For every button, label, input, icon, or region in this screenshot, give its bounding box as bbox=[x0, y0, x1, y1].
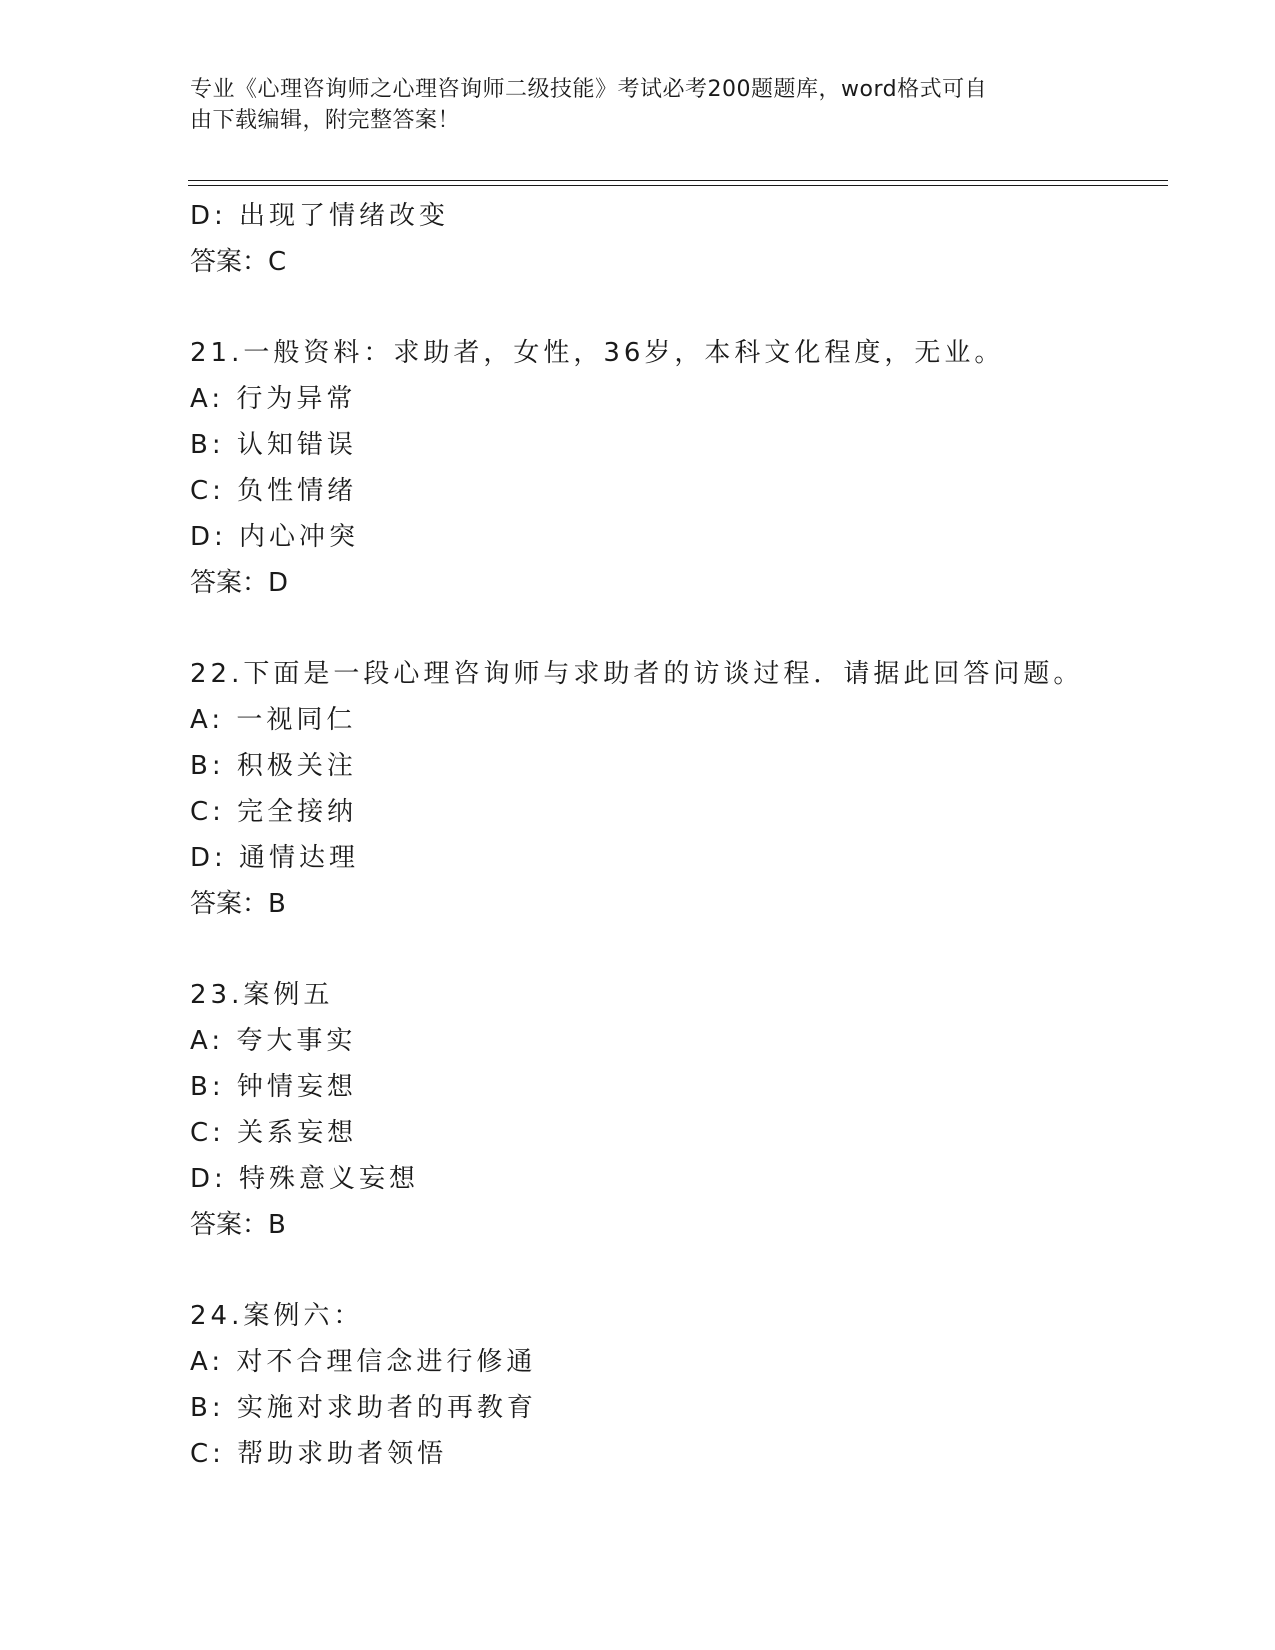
question-block bbox=[190, 651, 1170, 927]
question-stem: 23.案例五 bbox=[190, 980, 334, 1010]
option-b: B: 积极关注 bbox=[190, 751, 357, 781]
question-block bbox=[190, 972, 1170, 1248]
option-b: B: 认知错误 bbox=[190, 430, 357, 460]
option-c: C: 负性情绪 bbox=[190, 476, 358, 506]
option-a: A: 对不合理信念进行修通 bbox=[190, 1347, 537, 1377]
question-block bbox=[190, 1293, 1170, 1477]
header-rule-bottom bbox=[188, 185, 1168, 186]
option-d: D: 出现了情绪改变 bbox=[190, 201, 450, 231]
document-header bbox=[190, 74, 1090, 136]
option-b: B: 钟情妄想 bbox=[190, 1072, 357, 1102]
option-c: C: 完全接纳 bbox=[190, 797, 358, 827]
answer-line: 答案：C bbox=[190, 247, 287, 277]
option-d: D: 内心冲突 bbox=[190, 522, 360, 552]
answer-line: 答案：B bbox=[190, 889, 286, 919]
header-rule-top bbox=[188, 180, 1168, 181]
option-a: A: 一视同仁 bbox=[190, 705, 357, 735]
question-stem: 24.案例六： bbox=[190, 1301, 364, 1331]
header-line-1: 专业《心理咨询师之心理咨询师二级技能》考试必考200题题库，word格式可自 bbox=[190, 77, 988, 102]
question-block bbox=[190, 193, 1170, 285]
option-a: A: 夸大事实 bbox=[190, 1026, 357, 1056]
question-list bbox=[190, 193, 1170, 1477]
option-c: C: 帮助求助者领悟 bbox=[190, 1439, 448, 1469]
option-b: B: 实施对求助者的再教育 bbox=[190, 1393, 537, 1423]
option-a: A: 行为异常 bbox=[190, 384, 357, 414]
header-line-2: 由下载编辑，附完整答案！ bbox=[190, 108, 461, 133]
answer-line: 答案：D bbox=[190, 568, 289, 598]
answer-line: 答案：B bbox=[190, 1210, 286, 1240]
option-c: C: 关系妄想 bbox=[190, 1118, 358, 1148]
question-block bbox=[190, 330, 1170, 606]
question-stem: 22.下面是一段心理咨询师与求助者的访谈过程．请据此回答问题。 bbox=[190, 659, 1084, 689]
option-d: D: 特殊意义妄想 bbox=[190, 1164, 420, 1194]
option-d: D: 通情达理 bbox=[190, 843, 360, 873]
question-stem: 21.一般资料：求助者，女性，36岁，本科文化程度，无业。 bbox=[190, 338, 1005, 368]
